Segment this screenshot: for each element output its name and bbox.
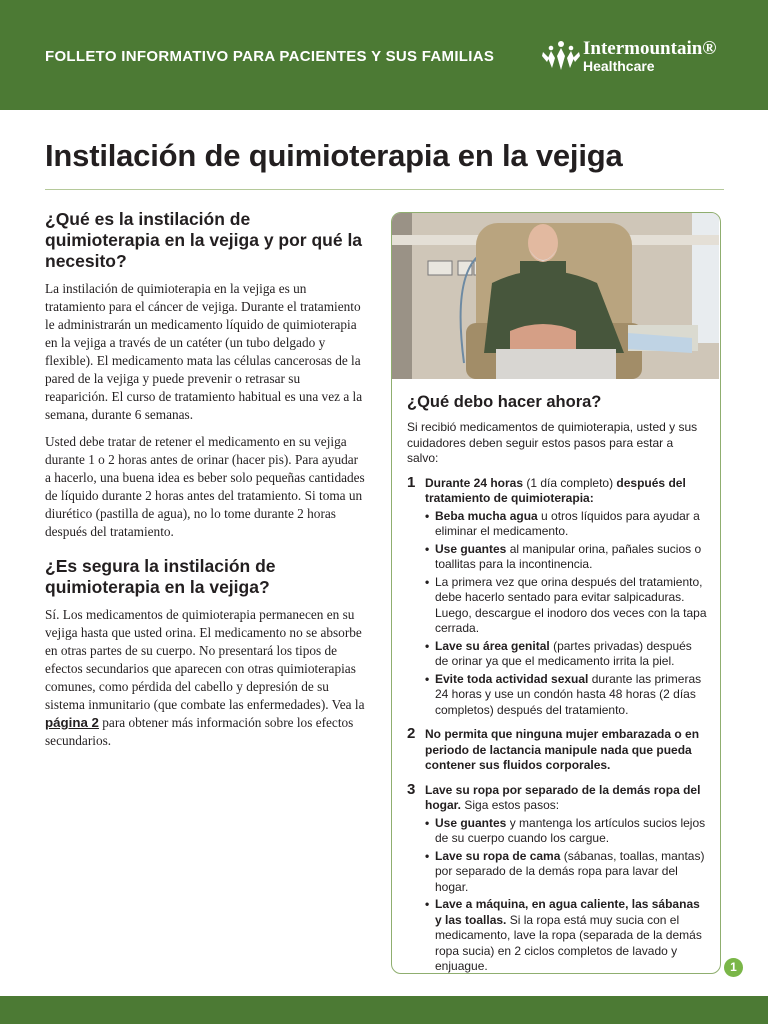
list-item: • Use guantes y mantenga los artículos sucios lejos de su cuerpo cuando los cargue. bbox=[425, 816, 707, 847]
paragraph-what: La instilación de quimioterapia en la vejiga es un tratamiento para el cáncer de vejiga. Durante el tratamiento le administrarán un medicamento líquido de quimioterapia en la vejiga a través de un catéter (un tubo delgado y flexible). El medicamento mata las células cancerosas de la pared de la vejiga y puede prevenir o retrasar su reaparición. El curso de tratamiento habitual es una vez a la semana, durante 6 semanas. bbox=[45, 281, 363, 422]
logo-figures-icon bbox=[541, 40, 581, 72]
step-2 bbox=[407, 727, 707, 774]
card-title: ¿Qué debo hacer ahora? bbox=[407, 393, 602, 411]
intermountain-logo bbox=[541, 38, 731, 78]
patient-photo bbox=[392, 213, 719, 379]
step-2-text: No permita que ninguna mujer embarazada o en periodo de lactancia manipule nada que pueda contener sus fluidos corporales. bbox=[425, 727, 700, 772]
step-number: 3 bbox=[407, 780, 416, 798]
header-bar bbox=[0, 0, 768, 110]
paragraph-retain: Usted debe tratar de retener el medicamento en su vejiga durante 1 o 2 horas antes de orinar (hacer pis). Para ayudar a hacerlo, una buena idea es beber solo pequeñas cantidades de líquido durante 2 horas antes del tratamiento. Si toma un diurético (pastilla de agua), no lo tome durante 2 horas después del tratamiento. bbox=[45, 434, 365, 539]
footer-bar bbox=[0, 996, 768, 1024]
list-item: • La primera vez que orina después del tratamiento, debe hacerlo sentado para evitar salpicaduras. Luego, descargue el inodoro dos veces con la tapa cerrada. bbox=[425, 575, 707, 637]
step-1 bbox=[407, 473, 707, 719]
step-number: 2 bbox=[407, 725, 416, 742]
list-item: • Lave su área genital (partes privadas) después de orinar ya que el medicamento irrita la piel. bbox=[425, 639, 707, 670]
title-divider bbox=[45, 189, 724, 190]
page-title: Instilación de quimioterapia en la vejiga bbox=[45, 138, 623, 173]
step-3 bbox=[407, 780, 707, 975]
page-number-badge: 1 bbox=[724, 958, 743, 977]
what-to-do-card bbox=[391, 212, 721, 974]
paragraph-safe bbox=[45, 606, 365, 750]
list-item: • Beba mucha agua u otros líquidos para ayudar a eliminar el medicamento. bbox=[425, 509, 707, 540]
page-2-link[interactable]: página 2 bbox=[45, 715, 99, 730]
step-3-lead: Lave su ropa por separado de la demás ropa del hogar. Siga estos pasos: bbox=[425, 782, 701, 812]
card-body bbox=[407, 393, 707, 974]
logo-subtitle: Healthcare bbox=[583, 58, 655, 74]
header-kicker: FOLLETO INFORMATIVO PARA PACIENTES Y SUS FAMILIAS bbox=[45, 48, 495, 65]
list-item: • Evite toda actividad sexual durante las primeras 24 horas y use un condón hasta 48 horas (2 días completos) después del tratamiento. bbox=[425, 672, 707, 719]
list-item: • Lave su ropa de cama (sábanas, toallas, mantas) por separado de la demás ropa para lavar del hogar. bbox=[425, 849, 707, 896]
paragraph-safe-text-end: para obtener más información sobre los efectos secundarios. bbox=[45, 715, 354, 748]
section-heading-safe: ¿Es segura la instilación de quimioterapia en la vejiga? bbox=[45, 556, 276, 597]
left-column bbox=[45, 209, 365, 750]
logo-wordmark: Intermountain® bbox=[583, 38, 717, 59]
list-item: • Lave a máquina, en agua caliente, las sábanas y las toallas. Si la ropa está muy sucia con el medicamento, lave la ropa (separada de la demás ropa sucia) en 2 ciclos completos de lavado y enjuague. bbox=[425, 897, 707, 974]
paragraph-safe-text: Sí. Los medicamentos de quimioterapia permanecen en su vejiga hasta que usted orina. El medicamento no se absorbe en otras partes de su cuerpo. No presentará los tipos de efectos secundarios que aparecen con otras quimioterapias comunes, como pérdida del cabello y depresión de su sistema inmunitario (que combate las enfermedades). Vea la bbox=[45, 607, 365, 712]
step-1-lead: Durante 24 horas (1 día completo) después del tratamiento de quimioterapia: bbox=[425, 475, 686, 505]
list-item: • Use guantes al manipular orina, pañales sucios o toallitas para la incontinencia. bbox=[425, 542, 707, 573]
card-intro: Si recibió medicamentos de quimioterapia, usted y sus cuidadores deben seguir estos pasos para estar a salvo: bbox=[407, 420, 698, 465]
step-number: 1 bbox=[407, 473, 416, 491]
section-heading-what: ¿Qué es la instilación de quimioterapia en la vejiga y por qué la necesito? bbox=[45, 209, 363, 271]
